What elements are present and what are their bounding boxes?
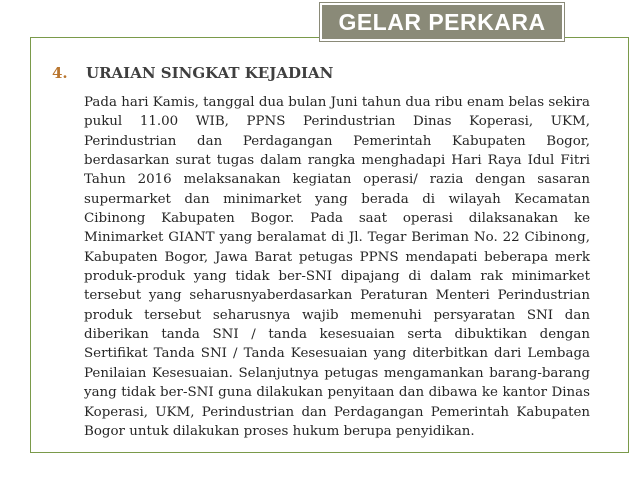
section-heading: [52, 64, 333, 82]
slide-title: GELAR PERKARA: [338, 8, 546, 35]
body-paragraph: Pada hari Kamis, tanggal dua bulan Juni tahun dua ribu enam belas sekira pukul 11.00 WIB, PPNS Perindustrian Dinas Koperasi, UKM, Perindustrian dan Perdagangan Pemerintah Kabupaten Bogor, berdasarkan surat tugas dalam rangka menghadapi Hari Raya Idul Fitri Tahun 2016 melaksanakan kegiatan operasi/ razia dengan sasaran supermarket dan minimarket yang berada di wilayah Kecamatan Cibinong Kabupaten Bogor. Pada saat operasi dilaksanakan ke Minimarket GIANT yang beralamat di Jl. Tegar Beriman No. 22 Cibinong, Kabupaten Bogor, Jawa Barat petugas PPNS mendapati beberapa merk produk-produk yang tidak ber-SNI dipajang di dalam rak minimarket tersebut yang seharusnyaberdasarkan Peraturan Menteri Perindustrian produk tersebut seharusnya wajib memenuhi persyaratan SNI dan diberikan tanda SNI / tanda kesesuaian serta dibuktikan dengan Sertifikat Tanda SNI / Tanda Kesesuaian yang diterbitkan dari Lembaga Penilaian Kesesuaian. Selanjutnya petugas mengamankan barang-barang yang tidak ber-SNI guna dilakukan penyitaan dan dibawa ke kantor Dinas Koperasi, UKM, Perindustrian dan Perdagangan Pemerintah Kabupaten Bogor untuk dilakukan proses hukum berupa penyidikan.: [84, 95, 590, 439]
section-number: 4.: [52, 64, 68, 82]
title-banner: [320, 3, 564, 41]
section-heading-text: URAIAN SINGKAT KEJADIAN: [86, 64, 334, 82]
